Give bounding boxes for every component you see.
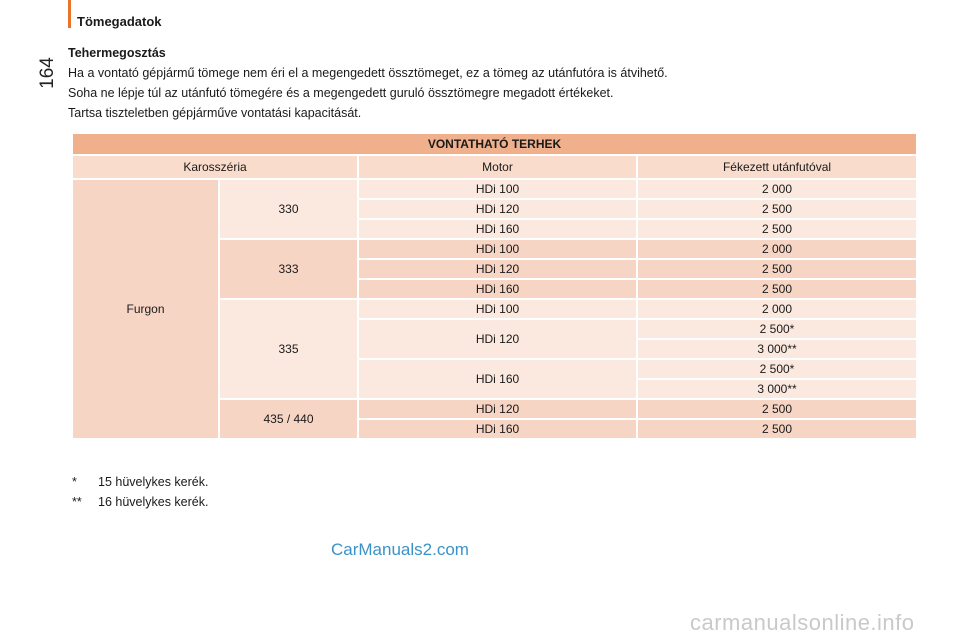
- value-cell: 3 000**: [637, 379, 917, 399]
- motor-cell: HDi 120: [358, 319, 637, 359]
- motor-cell: HDi 100: [358, 179, 637, 199]
- value-cell: 2 500*: [637, 359, 917, 379]
- value-cell: 2 000: [637, 299, 917, 319]
- footnote-mark: *: [72, 475, 77, 489]
- motor-cell: HDi 100: [358, 299, 637, 319]
- intro-line: Soha ne lépje túl az utánfutó tömegére és a megengedett guruló össztömegre megadott értékeket.: [68, 86, 614, 100]
- intro-line: Tartsa tiszteletben gépjárműve vontatási kapacitását.: [68, 106, 362, 120]
- motor-cell: HDi 120: [358, 259, 637, 279]
- variant-cell: 335: [219, 299, 358, 399]
- table-title: VONTATHATÓ TERHEK: [72, 133, 917, 155]
- footnote-text: 16 hüvelykes kerék.: [98, 495, 209, 509]
- value-cell: 2 000: [637, 179, 917, 199]
- footnote-mark: **: [72, 495, 82, 509]
- variant-cell: 330: [219, 179, 358, 239]
- watermark-carmanualsonline: carmanualsonline.info: [690, 610, 915, 635]
- value-cell: 2 500: [637, 279, 917, 299]
- intro-heading: Tehermegosztás: [68, 46, 166, 60]
- column-header-braked: Fékezett utánfutóval: [637, 155, 917, 179]
- motor-cell: HDi 100: [358, 239, 637, 259]
- value-cell: 2 500: [637, 259, 917, 279]
- value-cell: 2 500*: [637, 319, 917, 339]
- variant-cell: 435 / 440: [219, 399, 358, 439]
- motor-cell: HDi 120: [358, 399, 637, 419]
- column-header-body: Karosszéria: [72, 155, 358, 179]
- towing-load-table: [71, 132, 918, 440]
- motor-cell: HDi 160: [358, 419, 637, 439]
- footnotes: [72, 472, 208, 512]
- column-header-motor: Motor: [358, 155, 637, 179]
- footnote: [72, 492, 208, 512]
- variant-cell: 333: [219, 239, 358, 299]
- footnote-text: 15 hüvelykes kerék.: [98, 475, 209, 489]
- watermark-carmanuals2[interactable]: CarManuals2.com: [331, 540, 469, 559]
- page-number: 164: [37, 57, 58, 89]
- intro-line: Ha a vontató gépjármű tömege nem éri el a megengedett össztömeget, ez a tömeg az utánfutóra is átvihető.: [68, 66, 668, 80]
- motor-cell: HDi 160: [358, 279, 637, 299]
- motor-cell: HDi 120: [358, 199, 637, 219]
- value-cell: 2 000: [637, 239, 917, 259]
- value-cell: 2 500: [637, 419, 917, 439]
- section-title: Tömegadatok: [77, 14, 162, 29]
- motor-cell: HDi 160: [358, 219, 637, 239]
- value-cell: 2 500: [637, 199, 917, 219]
- value-cell: 2 500: [637, 399, 917, 419]
- value-cell: 3 000**: [637, 339, 917, 359]
- value-cell: 2 500: [637, 219, 917, 239]
- motor-cell: HDi 160: [358, 359, 637, 399]
- intro-text: [68, 43, 928, 123]
- footnote: [72, 472, 208, 492]
- body-type-cell: Furgon: [72, 179, 219, 439]
- section-accent-bar: [68, 0, 71, 28]
